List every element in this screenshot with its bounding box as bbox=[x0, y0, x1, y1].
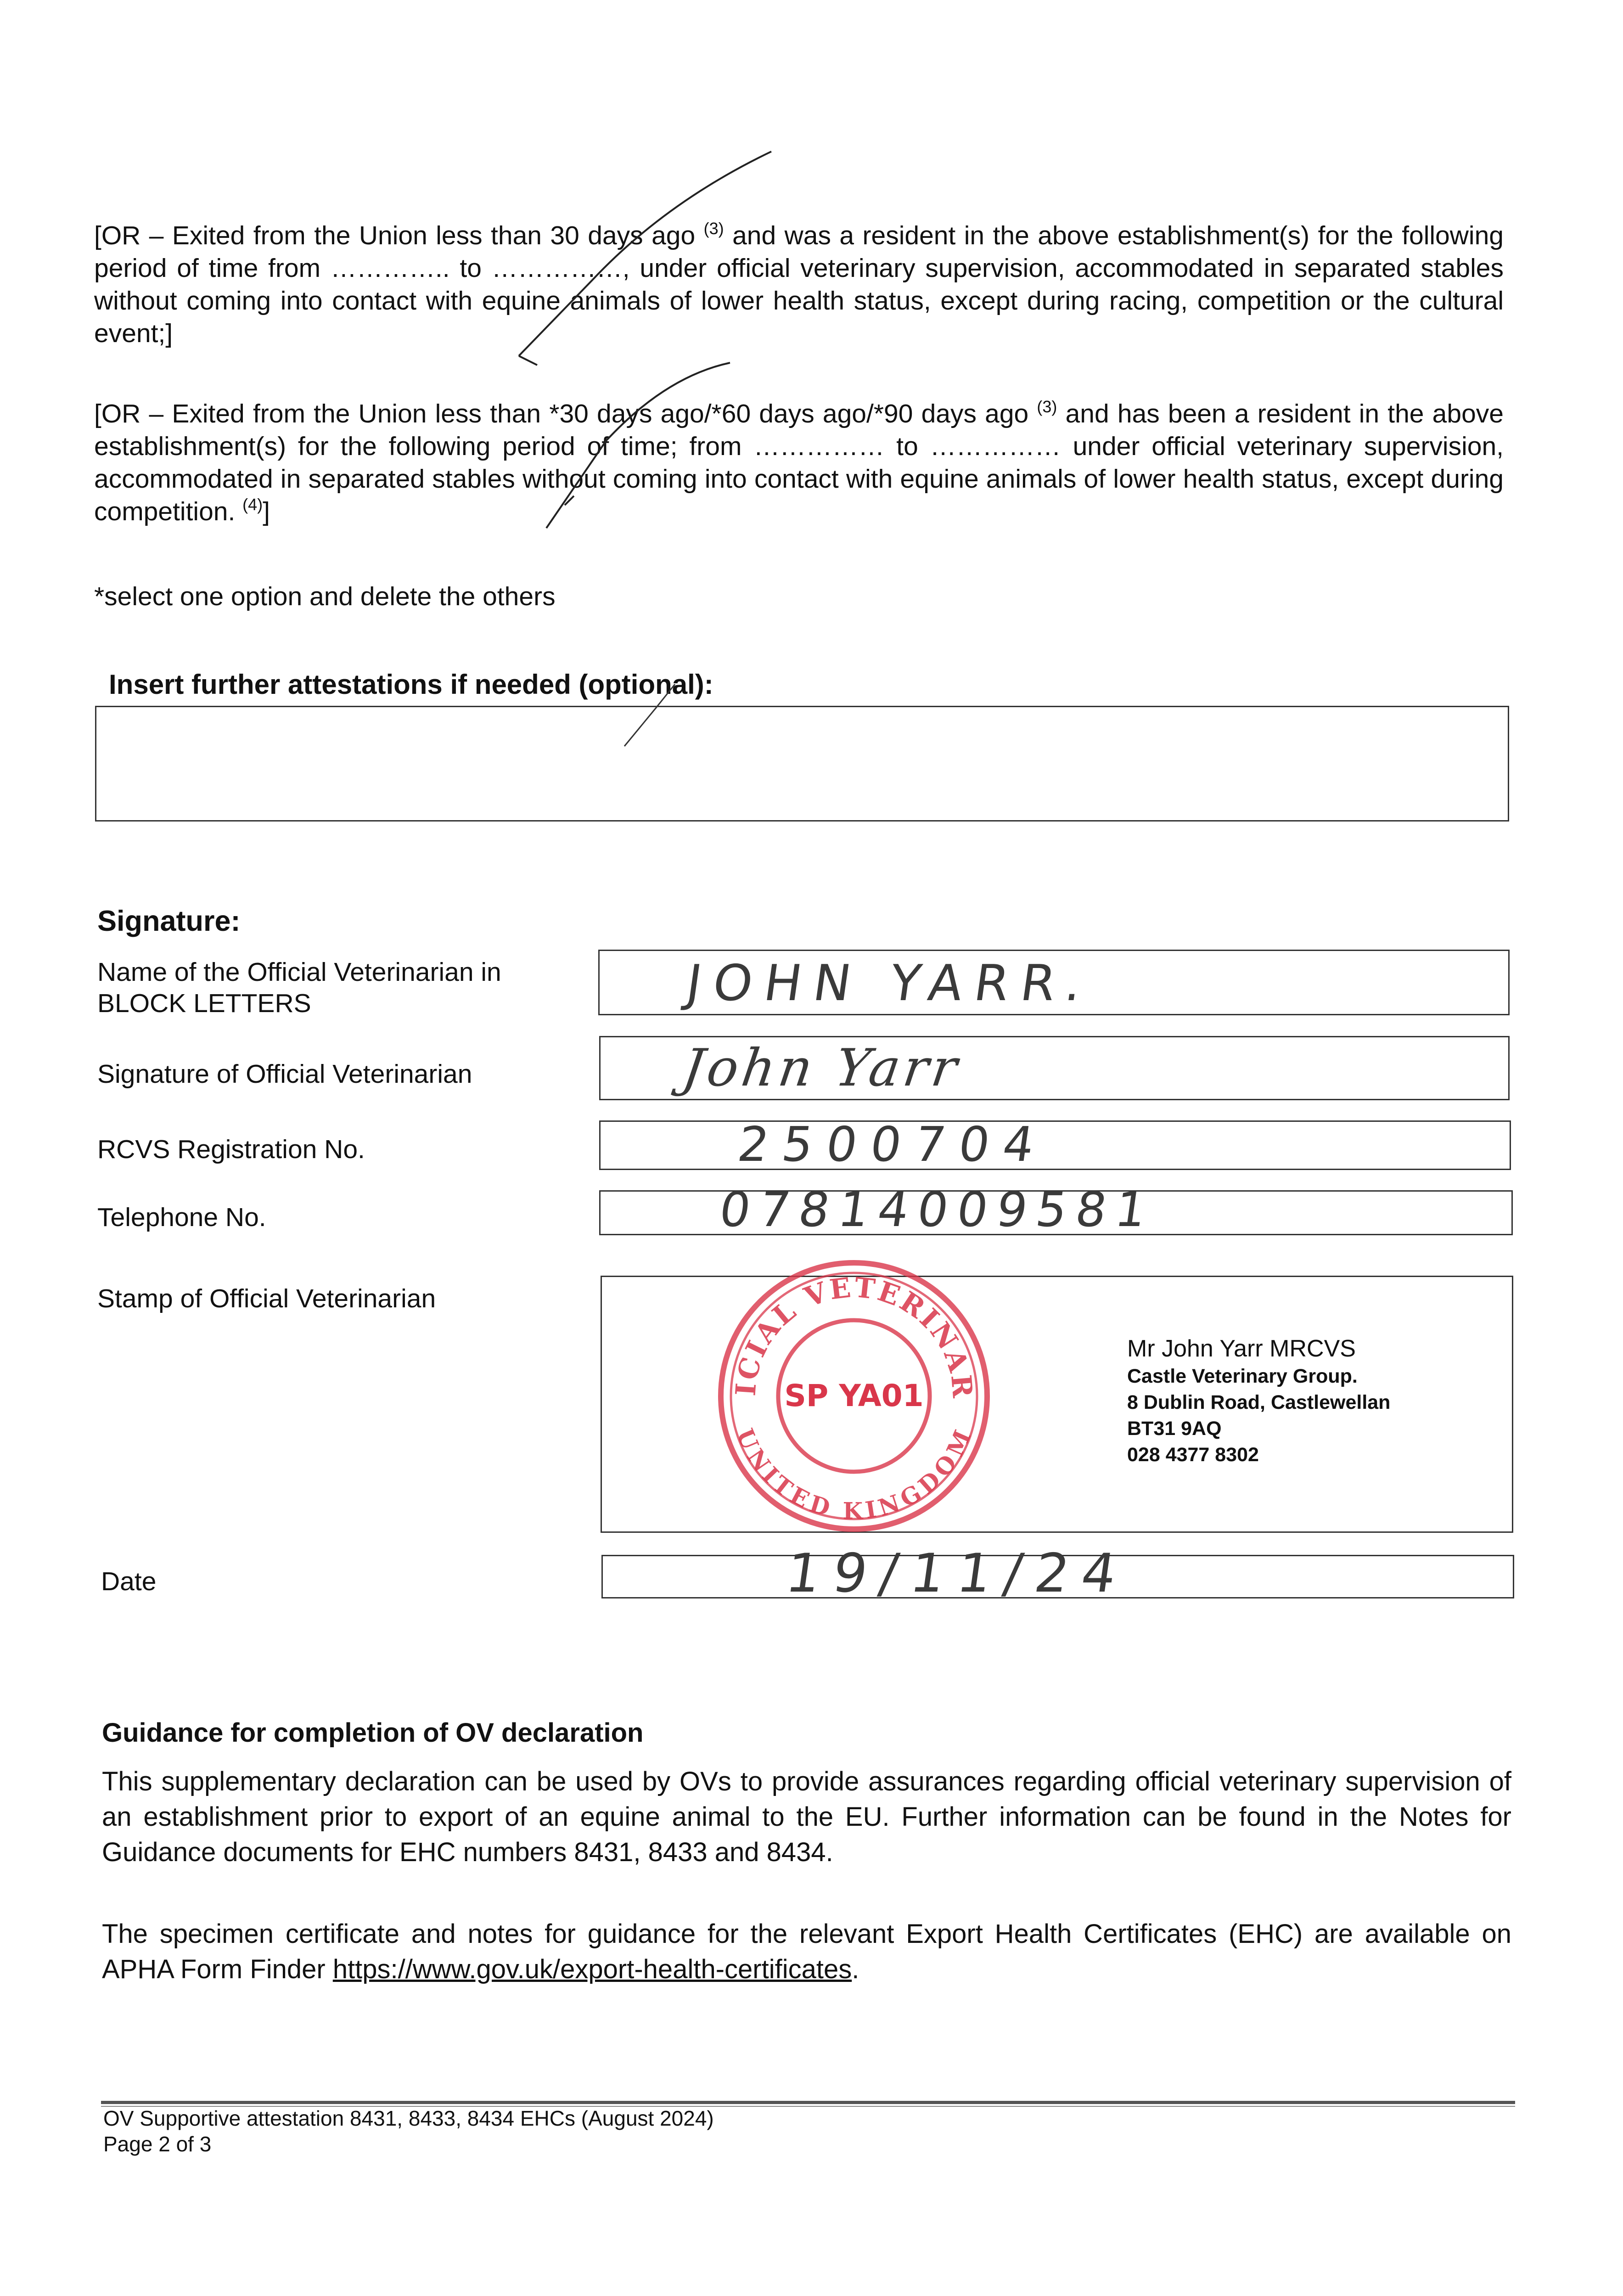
paragraph-text: and has been a resident in the above establishment(s) for the following period of time; from …………… to …………… under official veterinary supervision, accommodated in separated stables without coming into contact with equine animals of lower health status, except during competition. bbox=[94, 399, 1504, 526]
paragraph-text: and was a resident in the above establishment(s) for the following period of time from ………….. to ……………, under official veterinary supervision, accommodated in separated stables without coming into contact with equine animals of lower health status, except during racing, competition or the cultural event;] bbox=[94, 221, 1504, 348]
telephone-handwritten: 07814009581 bbox=[716, 1182, 1159, 1238]
stamp-center-code: SP YA01 bbox=[784, 1378, 924, 1413]
guidance-paragraph-1: This supplementary declaration can be used by OVs to provide assurances regarding official veterinary supervision of an establishment prior to export of an equine animal to the EU. Further information can be found in the Notes for Guidance documents for EHC numbers 8431, 8433 and 8434. bbox=[102, 1767, 1511, 1867]
ov-name-handwritten: JOHN YARR. bbox=[683, 955, 1098, 1012]
paragraph-text: [OR – Exited from the Union less than 30 days ago bbox=[94, 221, 704, 250]
strike-mark-paragraph-2 bbox=[546, 363, 730, 528]
date-label: Date bbox=[101, 1567, 157, 1596]
rcvs-label: RCVS Registration No. bbox=[97, 1135, 365, 1164]
ov-signature-handwritten: John Yarr bbox=[679, 1038, 965, 1098]
select-option-note: *select one option and delete the others bbox=[94, 582, 556, 611]
guidance-heading: Guidance for completion of OV declaration bbox=[102, 1718, 644, 1748]
date-handwritten: 19/11/24 bbox=[782, 1542, 1133, 1604]
ov-name-label-line1: Name of the Official Veterinarian in bbox=[97, 957, 501, 987]
further-attestations-heading: Insert further attestations if needed (optional): bbox=[109, 669, 713, 700]
rcvs-handwritten: 2500704 bbox=[734, 1116, 1051, 1172]
footnote-ref: (3) bbox=[703, 219, 724, 238]
paragraph-text: ] bbox=[263, 497, 270, 526]
guidance-text-end: . bbox=[852, 1954, 859, 1984]
paragraph-text: [OR – Exited from the Union less than *30 days ago/*60 days ago/*90 days ago bbox=[94, 399, 1037, 428]
footer-document-title: OV Supportive attestation 8431, 8433, 8434 EHCs (August 2024) bbox=[103, 2106, 714, 2130]
stamp-label: Stamp of Official Veterinarian bbox=[97, 1284, 436, 1313]
vet-stamp-practice: Castle Veterinary Group. bbox=[1127, 1365, 1358, 1387]
footer-page-number: Page 2 of 3 bbox=[103, 2132, 212, 2156]
strike-mark-tick-1 bbox=[519, 356, 537, 365]
signature-heading: Signature: bbox=[97, 905, 241, 937]
footnote-ref: (3) bbox=[1037, 397, 1057, 416]
ov-signature-label: Signature of Official Veterinarian bbox=[97, 1059, 472, 1089]
strike-mark-paragraph-1 bbox=[519, 152, 771, 356]
vet-stamp-address-1: 8 Dublin Road, Castlewellan bbox=[1127, 1391, 1391, 1413]
guidance-text: The specimen certificate and notes for guidance for the relevant Export Health Certificates (EHC) are available on APHA Form Finder bbox=[102, 1919, 1511, 1984]
stamp-ring-top: ICIAL VETERINAR bbox=[730, 1271, 979, 1401]
strike-mark-attestations bbox=[624, 684, 675, 746]
vet-stamp-name: Mr John Yarr MRCVS bbox=[1127, 1335, 1356, 1362]
telephone-label: Telephone No. bbox=[97, 1203, 266, 1232]
vet-stamp-address-2: BT31 9AQ bbox=[1127, 1418, 1222, 1440]
vet-stamp-phone: 028 4377 8302 bbox=[1127, 1444, 1259, 1466]
export-health-certificates-link[interactable]: https://www.gov.uk/export-health-certificates bbox=[332, 1954, 852, 1984]
ov-name-label-line2: BLOCK LETTERS bbox=[97, 989, 311, 1018]
stamp-ring-bottom: UNITED KINGDOM bbox=[731, 1424, 977, 1525]
footnote-ref: (4) bbox=[242, 495, 263, 514]
